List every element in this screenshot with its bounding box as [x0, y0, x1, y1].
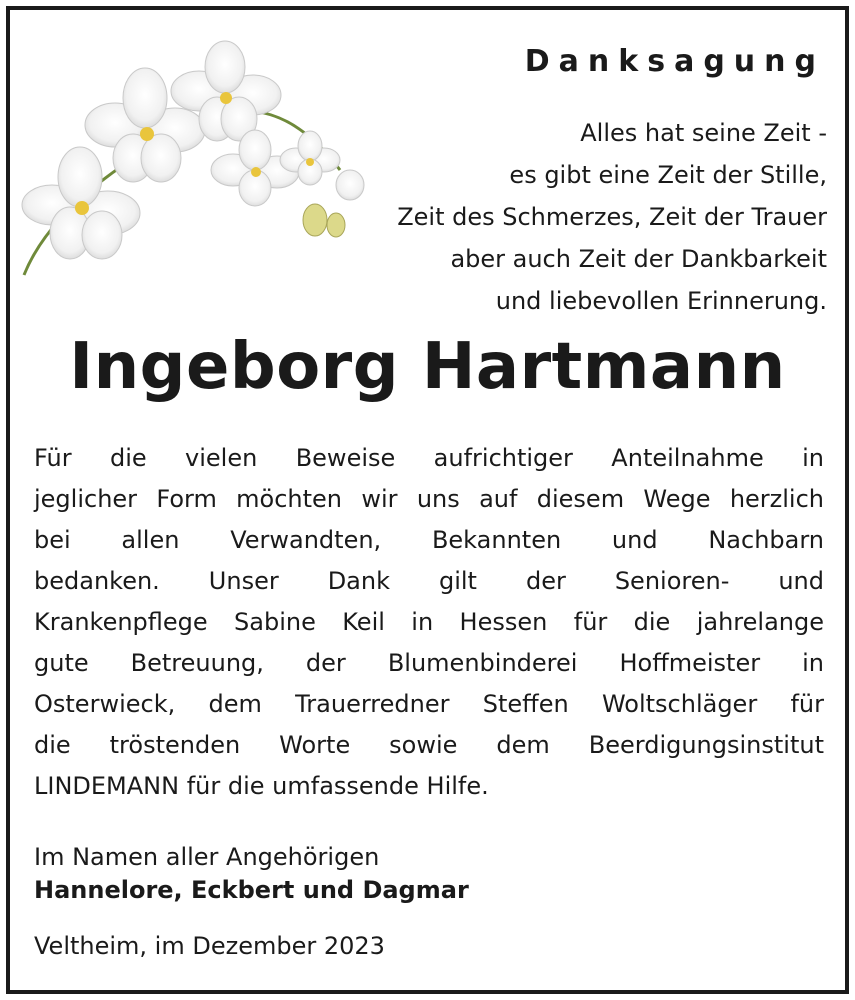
verse-line: es gibt eine Zeit der Stille, [509, 161, 827, 189]
thanks-text [34, 438, 824, 807]
body-line: die tröstenden Worte sowie dem Beerdigungsinstitut [34, 731, 824, 759]
verse-line: aber auch Zeit der Dankbarkeit [450, 245, 827, 273]
place-date: Veltheim, im Dezember 2023 [34, 932, 385, 960]
deceased-name: Ingeborg Hartmann [69, 330, 786, 404]
verse [397, 112, 827, 322]
body-line: Für die vielen Beweise aufrichtiger Anteilnahme in [34, 444, 824, 472]
verse-line: und liebevollen Erinnerung. [495, 287, 827, 315]
body-line: bedanken. Unser Dank gilt der Senioren- und [34, 567, 824, 595]
body-line: LINDEMANN für die umfassende Hilfe. [34, 772, 489, 800]
closing-line: Im Namen aller Angehörigen [34, 843, 380, 871]
body-line: bei allen Verwandten, Bekannten und Nachbarn [34, 526, 824, 554]
signers: Hannelore, Eckbert und Dagmar [34, 876, 469, 904]
heading: Danksagung [524, 44, 825, 79]
body-line: Krankenpflege Sabine Keil in Hessen für die jahrelange [34, 608, 824, 636]
verse-line: Alles hat seine Zeit - [580, 119, 827, 147]
body-line: gute Betreuung, der Blumenbinderei Hoffmeister in [34, 649, 824, 677]
orchid-image [10, 20, 370, 285]
verse-line: Zeit des Schmerzes, Zeit der Trauer [397, 203, 827, 231]
body-line: jeglicher Form möchten wir uns auf diesem Wege herzlich [34, 485, 824, 513]
body-line: Osterwieck, dem Trauerredner Steffen Woltschläger für [34, 690, 824, 718]
